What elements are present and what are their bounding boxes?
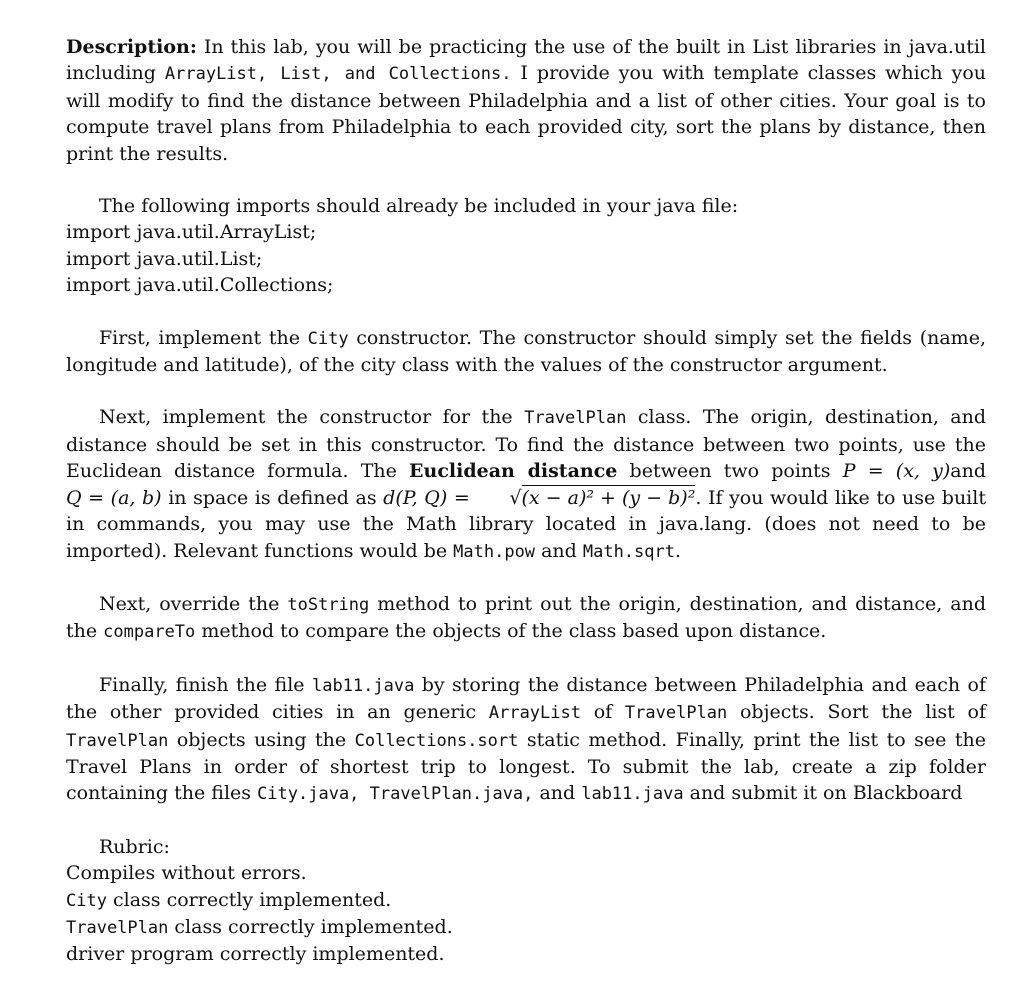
rubric-title: Rubric: (99, 835, 170, 858)
point-p-formula: P = (x, y) (842, 460, 951, 483)
rubric-item: TravelPlan class correctly implemented. (66, 915, 453, 938)
import-line: import java.util.List; (66, 247, 263, 270)
rubric-item: Compiles without errors. (66, 862, 307, 885)
description-label: Description: (66, 36, 197, 58)
point-q-formula: Q = (a, b) (66, 486, 162, 509)
square-root-formula: √(x − a)² + (y − b)² (509, 486, 696, 509)
city-paragraph: First, implement the City constructor. The constructor should simply set the fields (name, longitude and latitude), of the city class with the values of the constructor argument. (66, 326, 986, 377)
travelplan-paragraph: Next, implement the constructor for the TravelPlan class. The origin, destination, and distance should be set in this constructor. To find the distance between two points, use the Euclidean distance formula. The Euclidean distance between two points P = (x, y)and Q = (a, b) in space is defined as d(P, Q) = √(x − a)² + (y − b)². If you would like to use built in commands, you may use the Math library located in java.lang. (does not need to be imported). Relevant functions would be Math.pow and Math.sqrt. (66, 406, 987, 562)
rubric-item: driver program correctly implemented. (66, 943, 445, 966)
lab-document (66, 34, 986, 968)
import-line: import java.util.Collections; (66, 274, 334, 297)
override-paragraph: Next, override the toString method to print out the origin, destination, and distance, and the compareTo method to compare the objects of the class based upon distance. (66, 592, 986, 643)
finally-paragraph: Finally, finish the file lab11.java by storing the distance between Philadelphia and each of the other provided cities in an generic ArrayList of TravelPlan objects. Sort the list of TravelPlan objects using the Collections.sort static method. Finally, print the list to see the Travel Plans in order of shortest trip to longest. To submit the lab, create a zip folder containing the files City.java, TravelPlan.java, and lab11.java and submit it on Blackboard (66, 673, 986, 805)
imports-intro: The following imports should already be included in your java file: (99, 195, 739, 218)
rubric-item: City class correctly implemented. (66, 888, 392, 911)
import-line: import java.util.ArrayList; (66, 221, 317, 244)
distance-formula-lhs: d(P, Q) = (383, 486, 470, 509)
description-paragraph: Description: In this lab, you will be practicing the use of the built in List libraries in java.util including ArrayList, List, and Collections. I provide you with template classes which you will modify to find the distance between Philadelphia and a list of other cities. Your goal is to compute travel plans from Philadelphia to each provided city, sort the plans by distance, then print the results. (66, 36, 987, 165)
rubric-section (66, 834, 986, 968)
imports-paragraph (66, 193, 986, 299)
